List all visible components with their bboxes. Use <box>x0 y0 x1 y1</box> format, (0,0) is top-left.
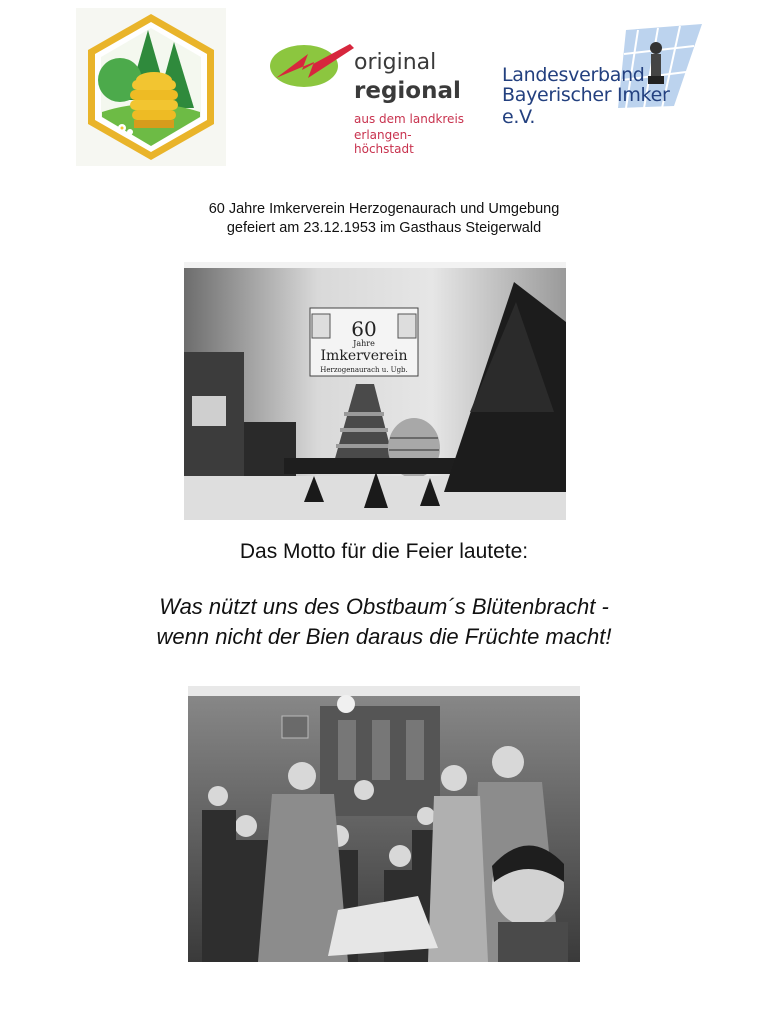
original-regional-swoosh-icon <box>268 36 358 96</box>
landesverband-line2: Bayerischer Imker e.V. <box>502 84 670 128</box>
original-word: original <box>354 50 437 75</box>
anniversary-hall-photo <box>184 262 566 520</box>
banner-number: 60 <box>351 317 377 341</box>
regional-word: regional <box>354 78 461 104</box>
beehive-trees-hexagon-icon <box>76 8 226 166</box>
banner-club-name: Imkerverein <box>320 348 408 364</box>
motto-heading: Das Motto für die Feier lautete: <box>239 540 529 563</box>
beekeeping-club-logo <box>76 8 226 166</box>
crowd-celebration-photo <box>188 686 580 962</box>
motto-verse <box>0 592 768 652</box>
banner-place: Herzogenaurach u. Ugb. <box>320 366 408 374</box>
event-caption <box>0 200 768 238</box>
original-regional-logo <box>268 28 468 156</box>
motto-line-1: Was nützt uns des Obstbaum´s Blütenbracht - <box>159 594 609 619</box>
caption-line-1: 60 Jahre Imkerverein Herzogenaurach und Umgebung <box>208 201 560 217</box>
district-name: erlangen-höchstadt <box>354 128 414 156</box>
caption-line-2: gefeiert am 23.12.1953 im Gasthaus Steigerwald <box>226 220 542 236</box>
landesverband-line1: Landesverband <box>502 64 645 86</box>
landkreis-line: aus dem landkreis <box>354 112 465 126</box>
landesverband-logo <box>498 24 708 128</box>
banner-jahre: Jahre <box>353 339 375 348</box>
motto-line-2: wenn nicht der Bien daraus die Früchte macht! <box>156 624 612 649</box>
